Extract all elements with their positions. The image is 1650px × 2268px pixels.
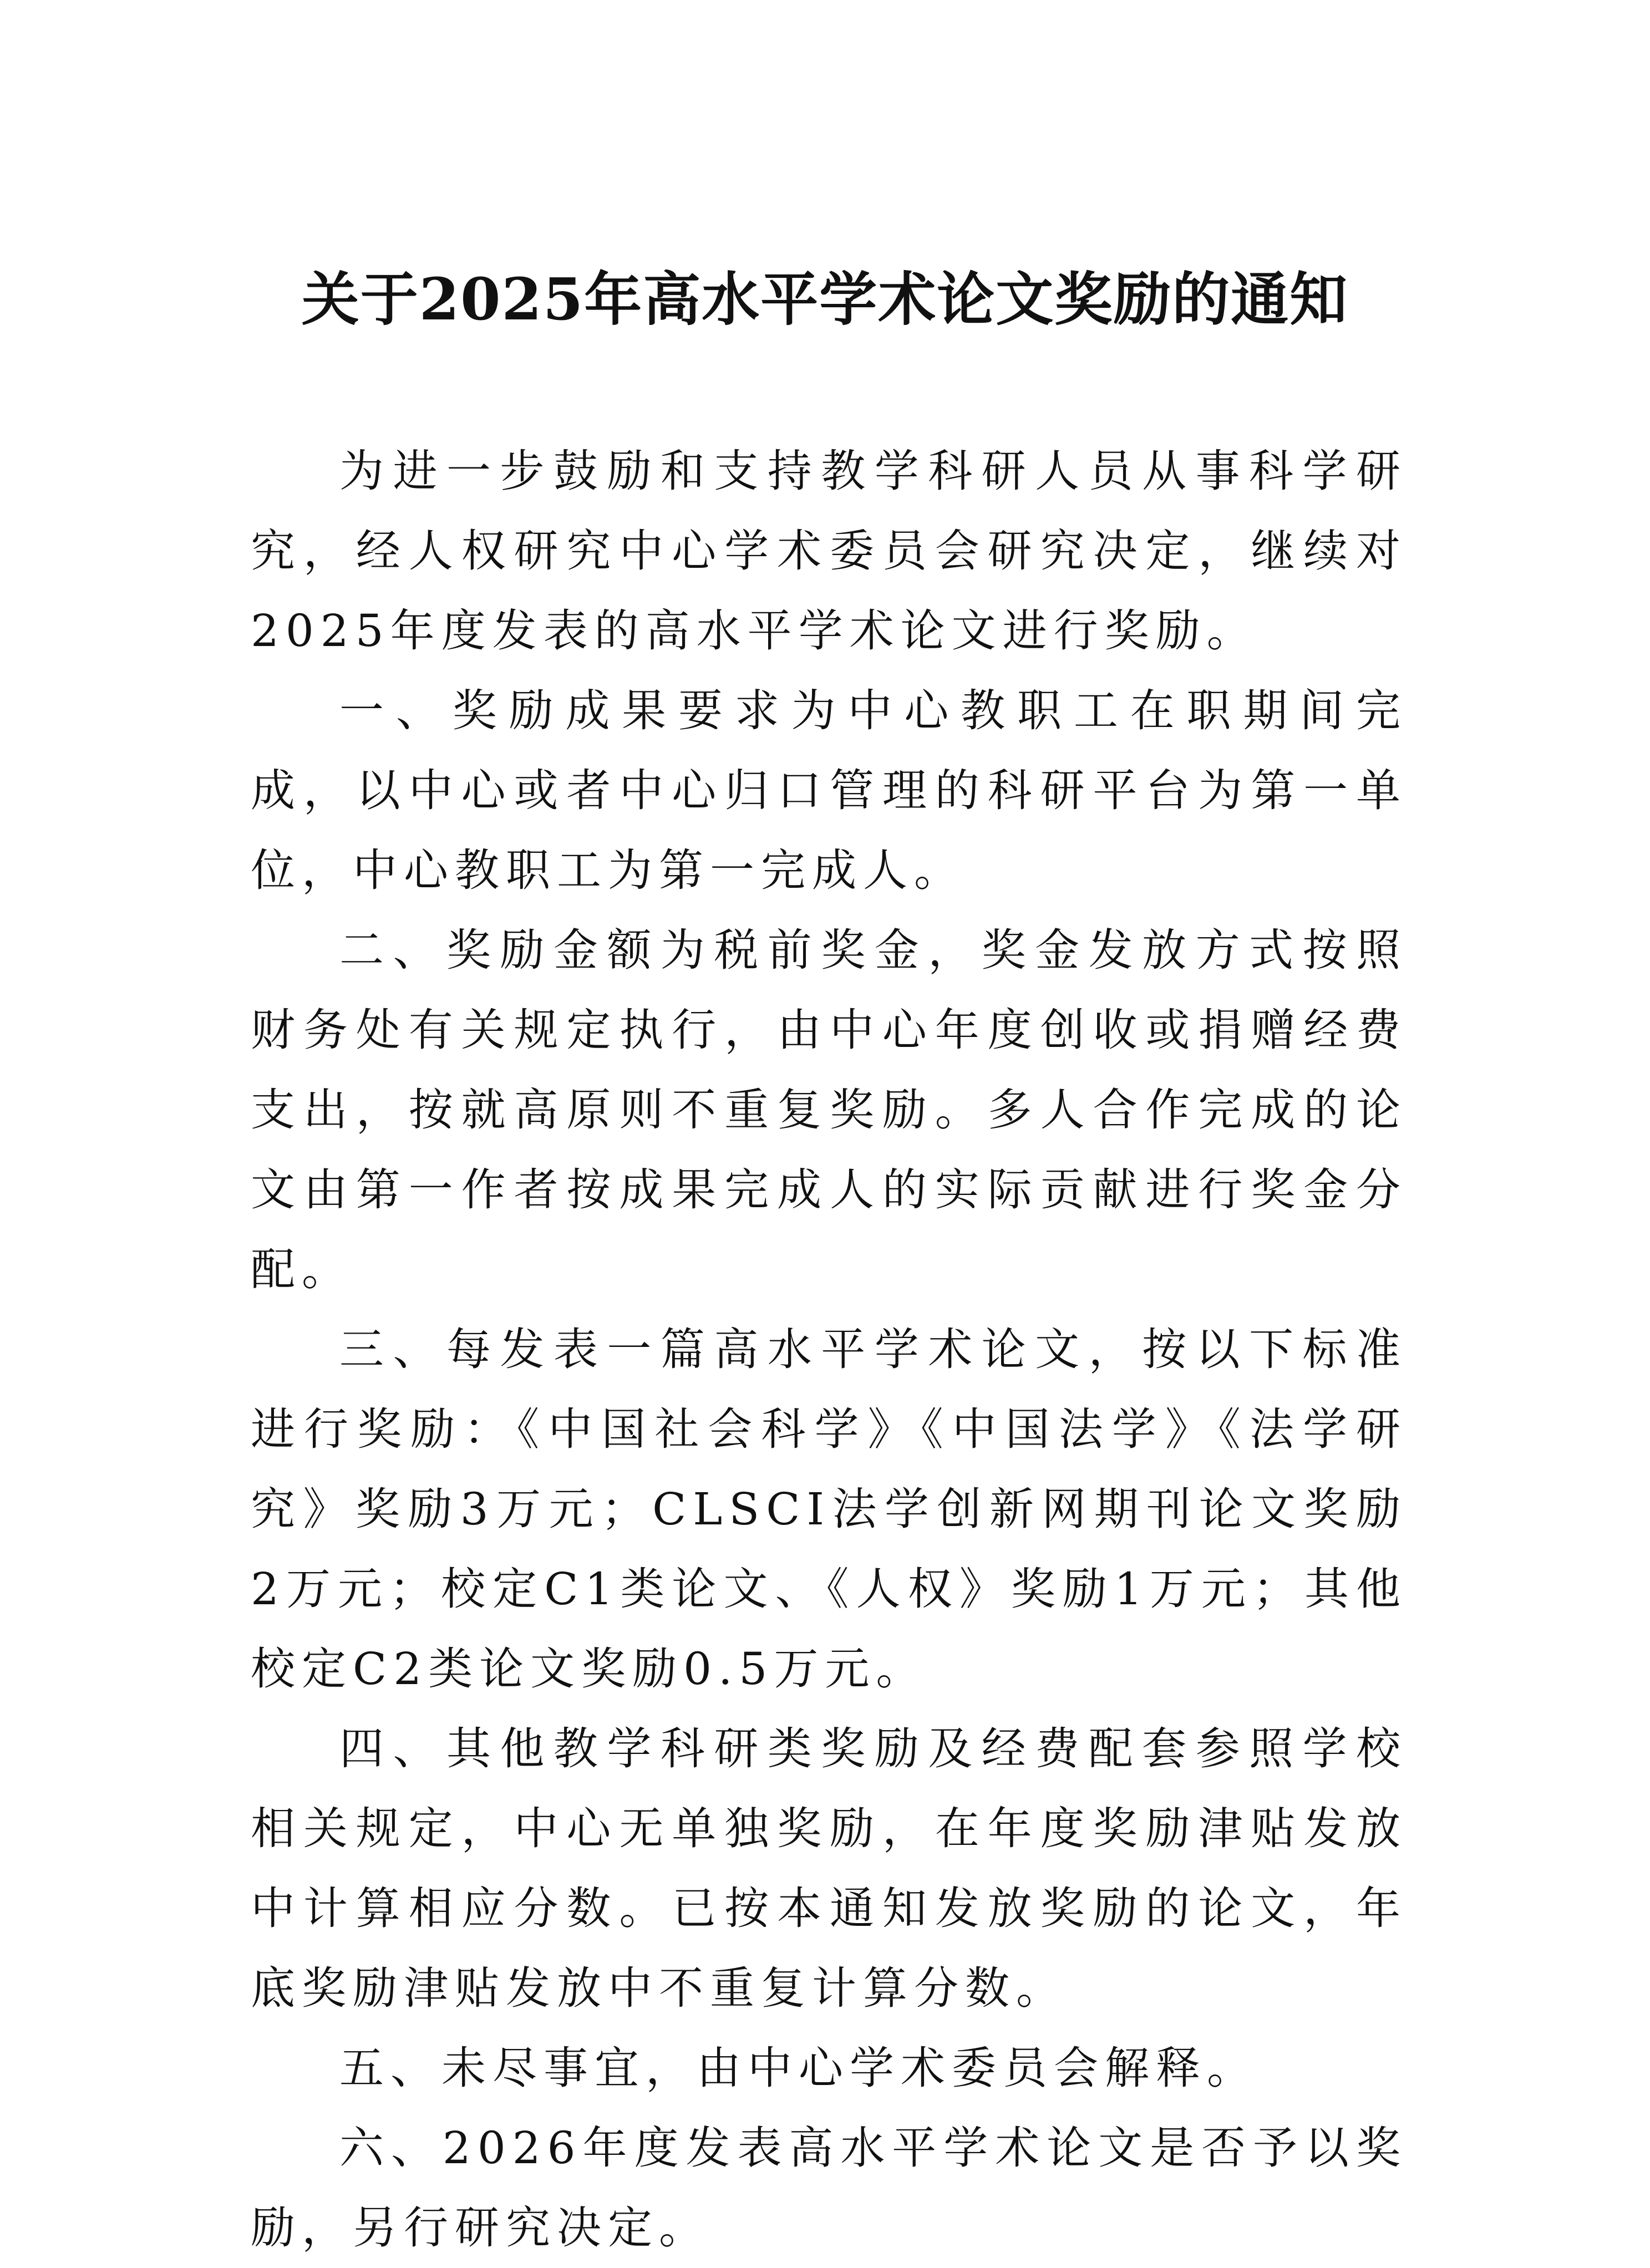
clause-one-paragraph: 一、奖励成果要求为中心教职工在职期间完成，以中心或者中心归口管理的科研平台为第一单位，中心教职工为第一完成人。 <box>251 685 1407 896</box>
clause-four-paragraph: 四、其他教学科研类奖励及经费配套参照学校相关规定，中心无单独奖励，在年度奖励津贴发放中计算相应分数。已按本通知发放奖励的论文，年底奖励津贴发放中不重复计算分数。 <box>251 1723 1407 2014</box>
intro-paragraph: 为进一步鼓励和支持教学科研人员从事科学研究，经人权研究中心学术委员会研究决定，继续对2025年度发表的高水平学术论文进行奖励。 <box>251 445 1407 657</box>
clause-six-paragraph: 六、2026年度发表高水平学术论文是否予以奖励，另行研究决定。 <box>251 2122 1407 2254</box>
clause-three-paragraph: 三、每发表一篇高水平学术论文，按以下标准进行奖励：《中国社会科学》《中国法学》《法学研究》奖励3万元；CLSCI法学创新网期刊论文奖励2万元；校定C1类论文、《人权》奖励1万元；其他校定C2类论文奖励0.5万元。 <box>251 1324 1407 1695</box>
document-body <box>251 431 1407 2268</box>
clause-five-paragraph: 五、未尽事宜，由中心学术委员会解释。 <box>339 2042 1258 2094</box>
document-title: 关于2025年高水平学术论文奖励的通知 <box>301 265 1349 333</box>
clause-two-paragraph: 二、奖励金额为税前奖金，奖金发放方式按照财务处有关规定执行，由中心年度创收或捐赠经费支出，按就高原则不重复奖励。多人合作完成的论文由第一作者按成果完成人的实际贡献进行奖金分配。 <box>251 924 1407 1295</box>
